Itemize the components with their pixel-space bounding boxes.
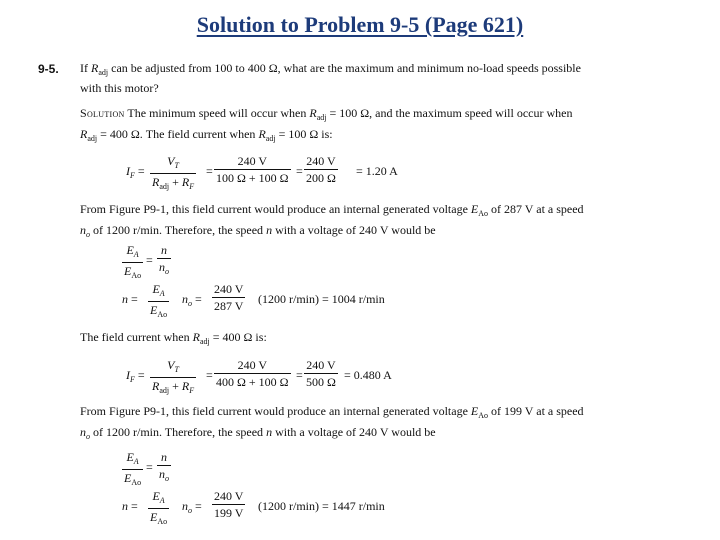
eq3-frac-symbolic: $E_A$ $E_{Ao}$	[150, 282, 168, 319]
eq4-lhs: $I_F$ =	[126, 368, 145, 384]
eq1-frac-numeric: 240 V 100 Ω + 100 Ω	[216, 154, 289, 185]
solution-line-1: Solution The minimum speed will occur when $R_{adj} = 100$ Ω, and the maximum speed will occur when	[80, 106, 573, 122]
eq6-frac-numeric: 240 V 199 V	[214, 489, 244, 520]
solution-line-2: $R_{adj} = 400$ Ω. The field current when $R_{adj} = 100$ Ω is:	[80, 127, 333, 143]
eq4-frac-symbolic: $V_T$ $R_{adj} + R_F$	[152, 358, 195, 395]
slide-title: Solution to Problem 9-5 (Page 621)	[196, 12, 524, 37]
eq6-no: $n_o$ =	[182, 499, 202, 515]
eq4-frac-simplified: 240 V 500 Ω	[306, 358, 336, 389]
question-line-2: with this motor?	[80, 81, 159, 95]
eq5-frac-right: n $n_o$	[159, 450, 169, 483]
field400-line: The field current when $R_{adj} = 400$ Ω is:	[80, 330, 267, 346]
eq3-result: (1200 r/min) = 1004 r/min	[258, 292, 385, 306]
eq1-frac-simplified: 240 V 200 Ω	[306, 154, 336, 185]
eq3-no: $n_o$ =	[182, 292, 202, 308]
eq1-equals-2: =	[296, 164, 303, 178]
eq6-lhs: n =	[122, 499, 138, 513]
eq5-equals: =	[146, 460, 153, 474]
eq6-frac-symbolic: $E_A$ $E_{Ao}$	[150, 489, 168, 526]
eq2-frac-right: n $n_o$	[159, 243, 169, 276]
para2-line-1: From Figure P9-1, this field current would produce an internal generated voltage $E_{Ao}$ of 199 V at a speed	[80, 404, 584, 420]
eq1-result: = 1.20 A	[356, 164, 398, 178]
eq4-equals-2: =	[296, 368, 303, 382]
eq1-equals-1: =	[206, 164, 213, 178]
eq4-frac-numeric: 240 V 400 Ω + 100 Ω	[216, 358, 289, 389]
eq2-frac-left: $E_A$ $E_{Ao}$	[124, 243, 142, 280]
para1-line-1: From Figure P9-1, this field current would produce an internal generated voltage $E_{Ao}$ of 287 V at a speed	[80, 202, 584, 218]
eq1-frac-symbolic: $V_T$ $R_{adj} + R_F$	[152, 154, 195, 191]
eq6-result: (1200 r/min) = 1447 r/min	[258, 499, 385, 513]
eq1-lhs: $I_F$ =	[126, 164, 145, 180]
eq3-lhs: n =	[122, 292, 138, 306]
question-line-1: If $R_{adj}$ can be adjusted from 100 to 400 Ω, what are the maximum and minimum no-load speeds possible	[80, 61, 581, 77]
eq2-equals: =	[146, 253, 153, 267]
para1-line-2: $n_o$ of 1200 r/min. Therefore, the speed n with a voltage of 240 V would be	[80, 223, 436, 239]
para2-line-2: $n_o$ of 1200 r/min. Therefore, the speed n with a voltage of 240 V would be	[80, 425, 436, 441]
problem-number: 9-5.	[38, 62, 59, 76]
eq5-frac-left: $E_A$ $E_{Ao}$	[124, 450, 142, 487]
eq4-result: = 0.480 A	[344, 368, 392, 382]
eq4-equals-1: =	[206, 368, 213, 382]
eq3-frac-numeric: 240 V 287 V	[214, 282, 244, 313]
